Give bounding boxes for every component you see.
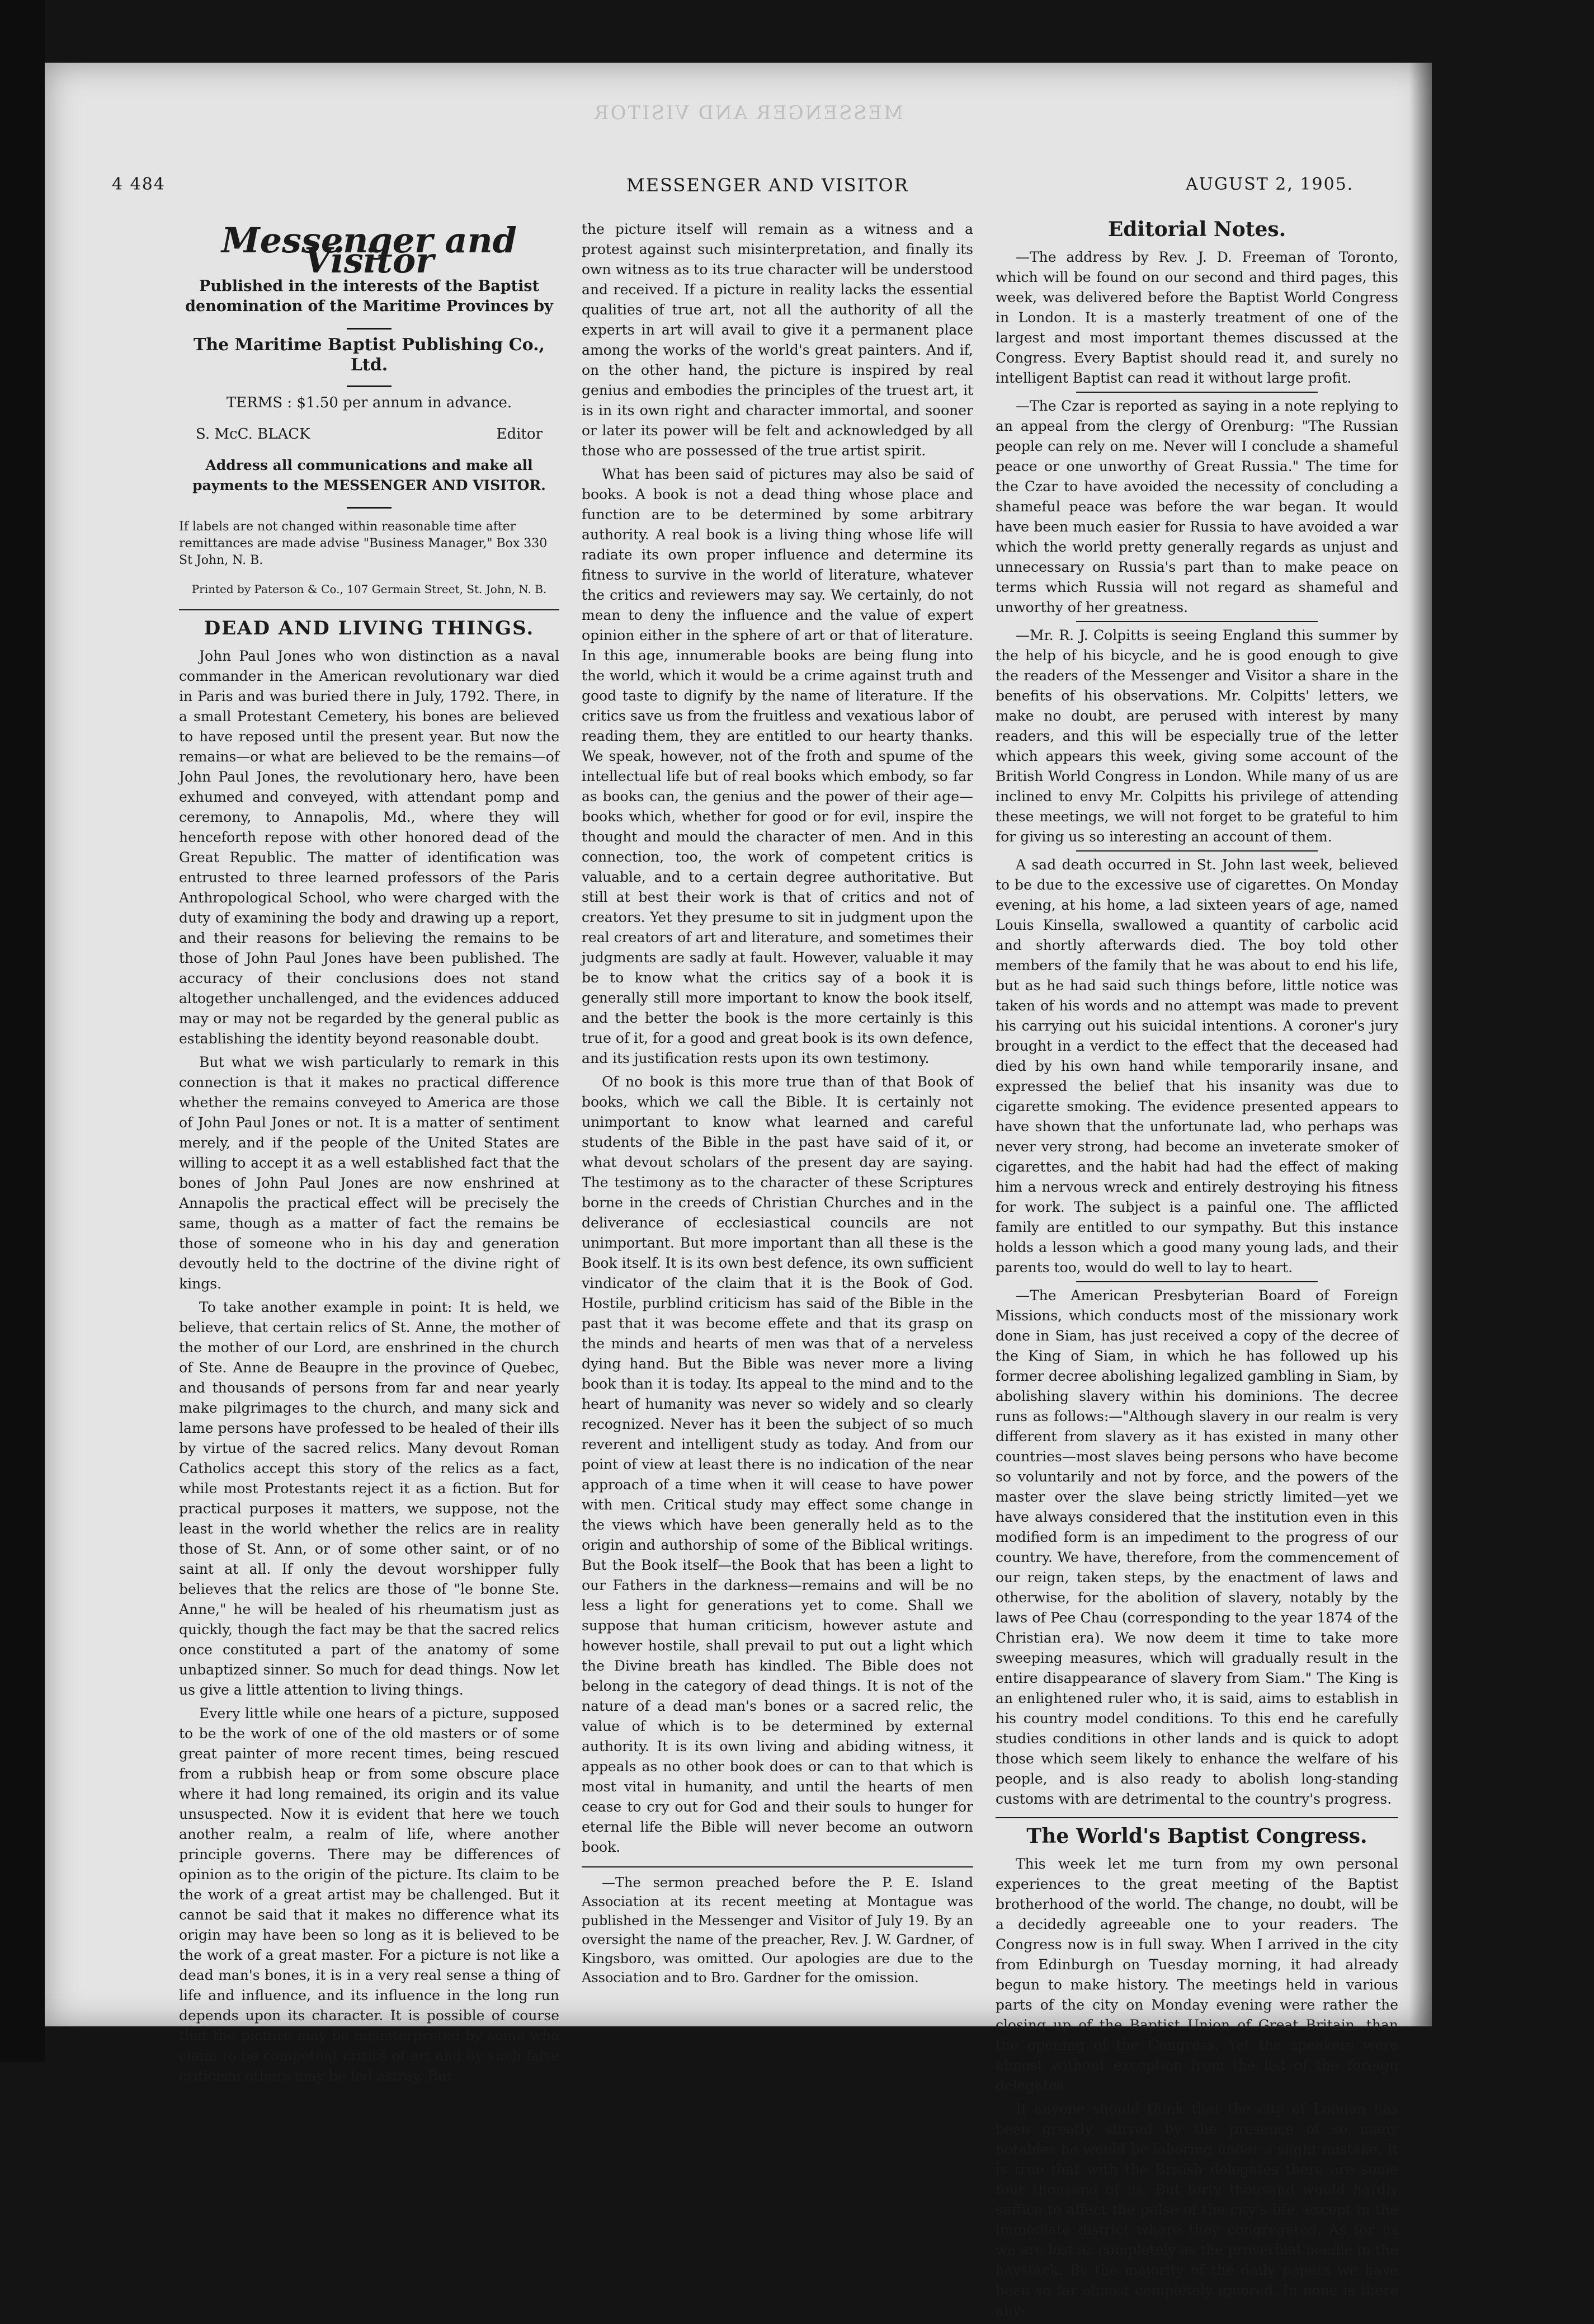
- editor-role: Editor: [496, 426, 543, 443]
- editorial-note: —The address by Rev. J. D. Freeman of Toronto, which will be found on our second and third pages, this week, was delivered before the Baptist World Congress in London. It is a masterly treatment of one of the largest and most important themes discussed at the Congress. Every Baptist should read it, and surely no intelligent Baptist can read it without large profit.: [996, 249, 1398, 386]
- article-paragraph: John Paul Jones who won distinction as a naval commander in the American revolutionary war died in Paris and was buried there in July, 1792. There, in a small Protestant Cemetery, his bones are believed to have reposed until the present year. But now the remains—or what are believed to be the remains—of John Paul Jones, the revolutionary hero, have been exhumed and conveyed, with attendant pomp and ceremony, to Annapolis, Md., where they will henceforth repose with other honored dead of the Great Republic. The matter of identification was entrusted to three learned professors of the Paris Anthropological School, who were charged with the duty of examining the body and drawing up a report, and their reasons for believing the remains to be those of John Paul Jones have been published. The accuracy of their conclusions does not stand altogether unchallenged, and the evidences adduced may or may not be regarded by the general public as establishing the identity beyond reasonable doubt.: [179, 648, 559, 1047]
- divider: [347, 385, 392, 387]
- article-paragraph: the picture itself will remain as a witness and a protest against such misinterpretation, and finally its own witness as to its true character will be understood and received. If a picture in reality lacks the essential qualities of true art, not all the authority of all the experts in art will avail to give it a permanent place among the works of the world's great painters. And if, on the other hand, the picture is inspired by real genius and embodies the principles of the truest art, it is in its own right and character immortal, and sooner or later its power will be felt and acknowledged by all those who are possessed of the true artist spirit.: [582, 221, 973, 459]
- divider: [1076, 1281, 1318, 1282]
- running-title: MESSENGER AND VISITOR: [626, 175, 909, 196]
- editor-name: S. McC. BLACK: [196, 426, 310, 443]
- column-1: [179, 220, 559, 2090]
- subscription-terms: TERMS : $1.50 per annum in advance.: [226, 394, 512, 411]
- congress-paragraph: If anyone should think that the city of London has been greatly stirred by the presence of so many notables he would be laboring under a slight mistake. It is true that with the British delegates there are some four thousand of us. But forty thousand would hardly suffice to affect the pulse of the city's life, except in the immediate district where they congregated. As for us we are lost as completely as the proverbial needle in the haystack. By the majority of the daily papers we have been so far almost completely ignored. In none is there any-: [996, 2101, 1398, 2318]
- running-head: [45, 175, 1432, 203]
- divider: [1076, 621, 1318, 622]
- labels-note: If labels are not changed within reasonable time after remittances are made advise "Business Manager," Box 330 St John, N. B.: [179, 520, 548, 567]
- masthead-title: Messenger and Visitor: [221, 220, 517, 281]
- editorial-note: —The American Presbyterian Board of Foreign Missions, which conducts most of the missionary work done in Siam, has just received a copy of the decree of the King of Siam, in which he has followed up his former decree abolishing legalized gambling in Siam, by abolishing slavery within his dominions. The decree runs as follows:—"Although slavery in our realm is very different from slavery as it has existed in many other countries—most slaves being persons who have become so voluntarily and not by force, and the powers of the master over the slave being strictly limited—yet we have always considered that the institution even in this modified form is an impediment to the progress of our country. We have, therefore, from the commencement of our reign, taken steps, by the enactment of laws and otherwise, for the abolition of slavery, notably by the laws of Pee Chau (corresponding to the year 1874 of the Christian era). We now deem it time to take more sweeping measures, which will gradually result in the entire disappearance of slavery from Siam." The King is an enlightened ruler who, it is said, aims to establish in his country model conditions. To this end he carefully studies conditions in other lands and is quick to adopt those which seem likely to enhance the welfare of his people, and is also ready to abolish long-standing customs with are detrimental to the country's progress.: [996, 1287, 1398, 1807]
- divider: [347, 507, 392, 509]
- article-paragraph: But what we wish particularly to remark in this connection is that it makes no practical difference whether the remains conveyed to America are those of John Paul Jones or not. It is a matter of sentiment merely, and if the people of the United States are willing to accept it as a well established fact that the bones of John Paul Jones are now enshrined at Annapolis the practical effect will be precisely the same, though as a matter of fact the remains be those of someone who in his day and generation devoutly held to the doctrine of the divine right of kings.: [179, 1054, 559, 1292]
- article-paragraph: What has been said of pictures may also be said of books. A book is not a dead thing whose place and function are to be determined by some arbitrary authority. A real book is a living thing whose life will radiate its own proper influence and determine its fitness to survive in the world of literature, whatever the critics and reviewers may say. We certainly, do not mean to deny the influence and the value of expert opinion either in the sphere of art or that of literature. In this age, innumerable books are being flung into the world, which it would be a crime against truth and good taste to dignify by the name of literature. If the critics save us from the fruitless and vexatious labor of reading them, they are entitled to our hearty thanks. We speak, however, not of the froth and spume of the intellectual life but of real books which embody, so far as books can, the genius and the power of their age—books which, whether for good or for evil, inspire the thought and mould the character of men. And in this connection, too, the work of competent critics is valuable, and to a certain degree authoritative. But still at best their work is that of critics and not of creators. Yet they presume to sit in judgment upon the real creators of art and literature, and sometimes their judgments are sadly at fault. However, valuable it may be to know what the critics say of a book it is generally still more important to know the book itself, and the better the book is the more certainly is this true of it, for a good and great book is its own defence, and its justification rests upon its own testimony.: [582, 466, 973, 1066]
- editor-line: [179, 424, 559, 444]
- article-paragraph: Every little while one hears of a picture, supposed to be the work of one of the old masters or of some great painter of more recent times, being rescued from a rubbish heap or from some obscure place where it had long remained, its origin and its value unsuspected. Now it is evident that here we touch another realm, a realm of life, where another principle governs. There may be differences of opinion as to the origin of the picture. Its claim to be the work of a great artist may be challenged. But it cannot be said that it makes no difference what its origin may have been so long as it is believed to be the work of a great master. For a picture is not like a dead man's bones, it is in a very real sense a thing of life and influence, and its influence in the long run depends upon its character. It is possible of course that the picture may be misinterpreted by some who claim to be competent critics of art and by such false criticism others may be led astray. But: [179, 1705, 559, 2084]
- congress-paragraph: This week let me turn from my own personal experiences to the great meeting of the Baptist brotherhood of the world. The change, no doubt, will be a decidedly agreeable one to your readers. The Congress now is in full sway. When I arrived in the city from Edinburgh on Tuesday morning, it had already begun to make history. The meetings held in various parts of the city on Monday evening were rather the closing up of the Baptist Union of Great Britain, than the opening of the Congress. Yet the speakers were almost without exception from the list of the foreign delegates.: [996, 1856, 1398, 2094]
- article-paragraph: Of no book is this more true than of that Book of books, which we call the Bible. It is certainly not unimportant to know what learned and careful students of the Bible in the past have said of it, or what devout scholars of the present day are saying. The testimony as to the character of these Scriptures borne in the creeds of Christian Churches and in the deliverance of ecclesiastical councils are not unimportant. But more important than all these is the Book itself. It is its own best defence, its own sufficient vindicator of the claim that it is the Book of God. Hostile, purblind criticism has said of the Bible in the past that it was become effete and that its grasp on the minds and hearts of men was that of a nerveless dying hand. But the Bible was never more a living book than it is today. Its appeal to the mind and to the heart of humanity was never so widely and so clearly recognized. Never has it been the subject of so much reverent and intelligent study as today. And from our point of view at least there is no indication of the near approach of a time when it will cease to have power with men. Critical study may effect some change in the views which have been generally held as to the origin and authorship of some of the Biblical writings. But the Book itself—the Book that has been a light to our Fathers in the darkness—remains and will be no less a light for generations yet to come. Shall we suppose that human criticism, however astute and however hostile, shall prevail to put out a light which the Divine breath has kindled. The Bible does not belong in the category of dead things. It is not of the nature of a dead man's bones or a sacred relic, the value of which is to be determined by external authority. It is its own living and abiding witness, it appeals as no other book does or can to that which is most vital in humanity, and until the hearts of men cease to cry out for God and their souls to hunger for eternal life the Bible will never become an outworn book.: [582, 1074, 973, 1855]
- divider: [179, 609, 559, 610]
- masthead-subtitle: Published in the interests of the Baptist denomination of the Maritime Provinces by: [185, 277, 553, 315]
- column-2: [582, 219, 973, 1991]
- publisher-name: The Maritime Baptist Publishing Co., Ltd.: [194, 335, 545, 375]
- editorial-note: —The Czar is reported as saying in a note replying to an appeal from the clergy of Orenburg: "The Russian people can rely on me. Never will I conclude a shameful peace or one unworthy of Great Russia." The time for the Czar to have avoided the necessity of concluding a shameful peace was before the war began. It would have been much easier for Russia to have avoided a war which the world pretty generally regards as unjust and unnecessary on Russia's part than to make peace on terms which Russia will not regard as shameful and unworthy of her greatness.: [996, 398, 1398, 615]
- divider: [996, 1817, 1398, 1818]
- article-heading: DEAD AND LIVING THINGS.: [204, 617, 535, 639]
- editorial-note: —Mr. R. J. Colpitts is seeing England this summer by the help of his bicycle, and he is good enough to give the readers of the Messenger and Visitor a share in the benefits of his observations. Mr. Colpitts' letters, we make no doubt, are perused with interest by many readers, and this will be especially true of the letter which appears this week, giving some account of the British World Congress in London. While many of us are inclined to envy Mr. Colpitts his privilege of attending these meetings, we will not forget to be grateful to him for giving us so interesting an account of them.: [996, 627, 1398, 845]
- page-number: 4 484: [112, 175, 166, 194]
- column-3: [996, 219, 1398, 2324]
- divider: [347, 328, 392, 330]
- binding-shadow: [1409, 63, 1432, 2026]
- bleed-through-text: MESSENGER AND VISITOR: [593, 102, 903, 124]
- scan-background: [0, 0, 45, 2062]
- correction-text: —The sermon preached before the P. E. Island Association at its recent meeting at Montague was published in the Messenger and Visitor of July 19. By an oversight the name of the preacher, Rev. J. W. Gardner, of Kingsboro, was omitted. Our apologies are due to the Association and to Bro. Gardner for the omission.: [582, 1875, 973, 1986]
- newspaper-page: [45, 63, 1432, 2318]
- congress-heading: The World's Baptist Congress.: [1026, 1824, 1367, 1848]
- masthead: [179, 220, 559, 610]
- issue-date: AUGUST 2, 1905.: [1186, 175, 1354, 194]
- divider: [1076, 392, 1318, 393]
- divider: [1076, 850, 1318, 851]
- article-paragraph: To take another example in point: It is held, we believe, that certain relics of St. Anne, the mother of the mother of our Lord, are enshrined in the church of Ste. Anne de Beaupre in the province of Quebec, and thousands of persons from far and near yearly make pilgrimages to the church, and many sick and lame persons have professed to be healed of their ills by virtue of the sacred relics. Many devout Roman Catholics accept this story of the relics as a fact, while most Protestants reject it as a fiction. But for practical purposes it matters, we suppose, not the least in the world whether the relics are in reality those of St. Ann, or of some other saint, or of no saint at all. If only the devout worshipper fully believes that the relics are those of "le bonne Ste. Anne," he will be healed of his rheumatism just as quickly, though the fact may be that the sacred relics once constituted a part of the anatomy of some unbaptized sinner. So much for dead things. Now let us give a little attention to living things.: [179, 1299, 559, 1698]
- correction-note: [582, 1866, 973, 1987]
- editorial-note: A sad death occurred in St. John last week, believed to be due to the excessive use of cigarettes. On Monday evening, at his home, a lad sixteen years of age, named Louis Kinsella, swallowed a quantity of carbolic acid and shortly afterwards died. The boy told other members of the family that he was about to end his life, but as he had said such things before, little notice was taken of his words and no attempt was made to prevent his carrying out his suicidal intentions. A coroner's jury brought in a verdict to the effect that the deceased had died by his own hand while temporarily insane, and expressed the belief that his insanity was due to cigarette smoking. The evidence presented appears to have shown that the unfortunate lad, who perhaps was never very strong, had become an inveterate smoker of cigarettes, and the habit had had the effect of making him a nervous wreck and entirely destroying his fitness for work. The subject is a painful one. The afflicted family are entitled to our sympathy. But this instance holds a lesson which a good many young lads, and their parents too, would do well to lay to heart.: [996, 857, 1398, 1276]
- editorial-notes-heading: Editorial Notes.: [1107, 218, 1286, 241]
- address-note: Address all communications and make all payments to the MESSENGER AND VISITOR.: [192, 457, 546, 493]
- printer-line: Printed by Paterson & Co., 107 Germain Street, St. John, N. B.: [191, 582, 547, 596]
